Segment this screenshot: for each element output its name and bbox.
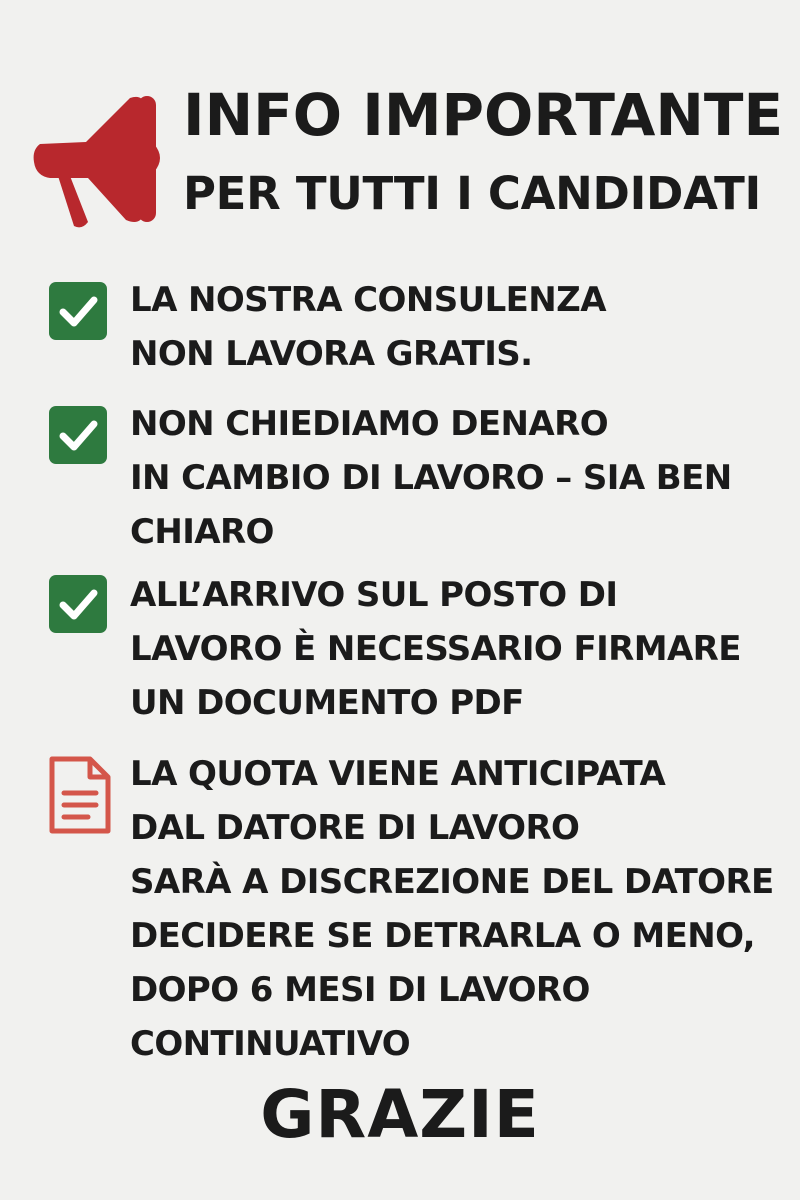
- checkbox-checked-icon: [48, 574, 108, 634]
- item-text: [130, 568, 741, 730]
- item-line: CONTINUATIVO: [130, 1024, 411, 1064]
- item-line: NON LAVORA GRATIS.: [130, 334, 533, 374]
- item-line: SARÀ A DISCREZIONE DEL DATORE: [130, 862, 774, 902]
- checkbox-checked-icon: [48, 281, 108, 341]
- item-line: LA QUOTA VIENE ANTICIPATA: [130, 754, 666, 794]
- page-title: INFO IMPORTANTE: [183, 81, 784, 149]
- item-text: [130, 747, 774, 1071]
- document-icon: [46, 755, 114, 835]
- page-subtitle: PER TUTTI I CANDIDATI: [183, 167, 761, 220]
- item-text: [130, 397, 732, 559]
- item-line: IN CAMBIO DI LAVORO – SIA BEN: [130, 458, 732, 498]
- item-line: LA NOSTRA CONSULENZA: [130, 280, 606, 320]
- item-line: LAVORO È NECESSARIO FIRMARE: [130, 629, 741, 669]
- item-line: NON CHIEDIAMO DENARO: [130, 404, 608, 444]
- item-line: ALL’ARRIVO SUL POSTO DI: [130, 575, 618, 615]
- item-line: CHIARO: [130, 512, 274, 552]
- checkbox-checked-icon: [48, 405, 108, 465]
- item-text: [130, 273, 606, 381]
- item-line: DOPO 6 MESI DI LAVORO: [130, 970, 590, 1010]
- item-line: DECIDERE SE DETRARLA O MENO,: [130, 916, 755, 956]
- item-line: DAL DATORE DI LAVORO: [130, 808, 580, 848]
- megaphone-icon: [30, 92, 166, 232]
- closing-thanks: GRAZIE: [260, 1076, 540, 1153]
- item-line: UN DOCUMENTO PDF: [130, 683, 524, 723]
